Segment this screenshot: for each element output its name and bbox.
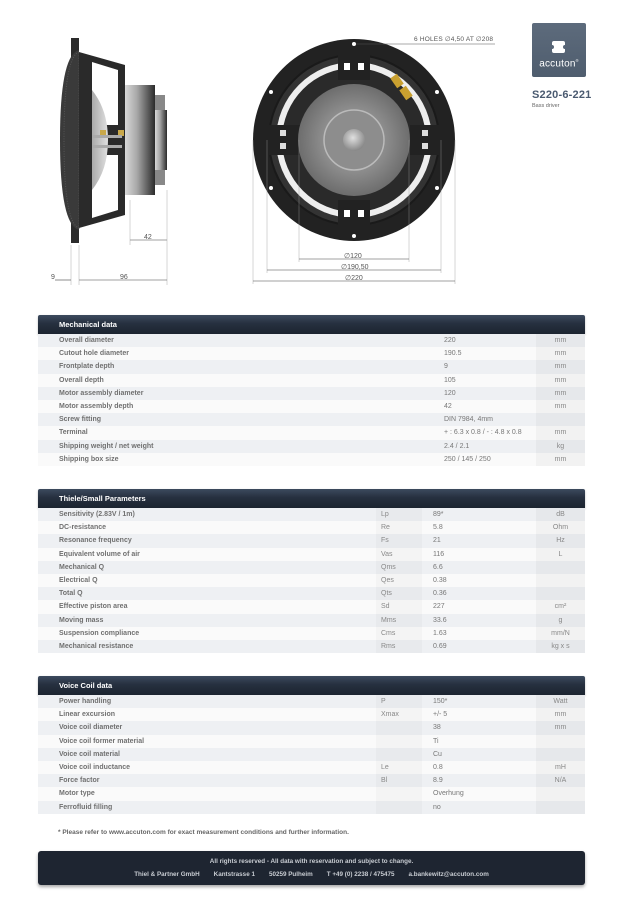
param-unit: mm	[536, 347, 585, 360]
param-value: no	[433, 803, 441, 811]
footer-city: 50259 Pulheim	[268, 871, 313, 878]
param-label: Sensitivity (2.83V / 1m)	[59, 511, 135, 518]
table-row	[38, 374, 585, 387]
param-unit: Watt	[536, 695, 585, 708]
param-value: 5.8	[433, 524, 443, 532]
param-value: 21	[433, 537, 441, 545]
param-symbol: P	[376, 695, 422, 708]
mechanical-data-table	[38, 315, 585, 466]
param-unit: cm²	[536, 600, 585, 613]
param-value: 9	[444, 363, 448, 371]
table-row	[38, 413, 585, 426]
param-value: 105	[444, 376, 456, 384]
param-label: Moving mass	[59, 616, 104, 624]
param-value: 250 / 145 / 250	[444, 455, 491, 463]
param-unit	[536, 801, 585, 814]
param-label: Power handling	[59, 698, 112, 705]
param-label: Shipping box size	[59, 455, 119, 463]
param-symbol: Re	[376, 521, 422, 534]
param-unit: kg x s	[536, 640, 585, 653]
param-unit: g	[536, 614, 585, 627]
table-row	[38, 735, 585, 748]
param-unit: L	[536, 548, 585, 561]
param-value: 38	[433, 724, 441, 732]
table-row	[38, 548, 585, 561]
param-symbol	[376, 735, 422, 748]
param-label: Ferrofluid filling	[59, 803, 113, 811]
side-view-drawing	[30, 30, 190, 290]
param-value: 150*	[433, 698, 448, 705]
table-row	[38, 400, 585, 413]
table-row	[38, 347, 585, 360]
param-unit: Ohm	[536, 521, 585, 534]
param-label: Total Q	[59, 590, 83, 598]
table-row	[38, 387, 585, 400]
param-symbol: Rms	[376, 640, 422, 653]
mechanical-rows	[38, 334, 585, 466]
param-symbol: Qms	[376, 561, 422, 574]
footnote: * Please refer to www.accuton.com for exact measurement conditions and further information.	[58, 829, 349, 836]
param-label: Overall depth	[59, 376, 104, 384]
table-row	[38, 440, 585, 453]
param-symbol	[376, 787, 422, 800]
table-row	[38, 761, 585, 774]
voice-coil-rows	[38, 695, 585, 814]
param-unit: mm	[536, 374, 585, 387]
front-view-drawing	[250, 30, 500, 290]
param-value: Overhung	[433, 790, 464, 798]
footer-phone: T +49 (0) 2238 / 475475	[326, 871, 395, 878]
param-unit	[536, 735, 585, 748]
param-label: Voice coil material	[59, 750, 120, 758]
param-label: DC-resistance	[59, 524, 107, 532]
param-symbol: Mms	[376, 614, 422, 627]
mounting-holes-note: 6 HOLES ∅4,50 AT ∅208	[414, 36, 494, 43]
param-label: Cutout hole diameter	[59, 350, 130, 358]
dim-overall-depth: 96	[120, 274, 128, 281]
param-symbol: Lp	[376, 508, 422, 521]
param-symbol: Vas	[376, 548, 422, 561]
model-type: Bass driver	[532, 103, 560, 109]
param-label: Force factor	[59, 777, 100, 785]
param-label: Mechanical resistance	[59, 642, 134, 650]
param-label: Overall diameter	[59, 337, 114, 344]
param-label: Motor assembly diameter	[59, 389, 144, 397]
table-row	[38, 521, 585, 534]
param-value: 6.6	[433, 563, 443, 571]
param-unit	[536, 574, 585, 587]
param-label: Resonance frequency	[59, 537, 132, 545]
table-row	[38, 787, 585, 800]
param-value: 120	[444, 389, 456, 397]
param-value: 8.9	[433, 777, 443, 785]
footer-contact	[38, 871, 585, 878]
param-symbol: Qes	[376, 574, 422, 587]
dim-motor-diameter: ∅120	[344, 253, 362, 260]
param-label: Shipping weight / net weight	[59, 442, 154, 450]
param-value: +/- 5	[433, 711, 448, 719]
param-value: 227	[433, 603, 445, 611]
param-label: Motor type	[59, 790, 95, 798]
param-symbol: Fs	[376, 534, 422, 547]
param-label: Motor assembly depth	[59, 402, 134, 410]
table-row	[38, 695, 585, 708]
param-label: Mechanical Q	[59, 563, 105, 571]
thiele-small-table	[38, 489, 585, 653]
table-row	[38, 334, 585, 347]
param-unit: mH	[536, 761, 585, 774]
technical-drawings	[0, 0, 618, 300]
param-symbol	[376, 721, 422, 734]
table-row	[38, 801, 585, 814]
param-symbol: Sd	[376, 600, 422, 613]
param-unit	[536, 587, 585, 600]
param-unit: mm	[536, 721, 585, 734]
param-unit: kg	[536, 440, 585, 453]
param-value: 42	[444, 402, 452, 410]
param-value: DIN 7984, 4mm	[444, 416, 494, 424]
table-row	[38, 748, 585, 761]
param-unit: mm/N	[536, 627, 585, 640]
param-unit	[536, 413, 585, 426]
param-label: Voice coil inductance	[59, 763, 131, 771]
dim-cutout-diameter: ∅190,50	[341, 264, 369, 271]
param-symbol	[376, 748, 422, 761]
table-row	[38, 508, 585, 521]
param-value: 0.69	[433, 642, 447, 650]
section-header: Thiele/Small Parameters	[38, 489, 585, 508]
table-row	[38, 587, 585, 600]
param-unit	[536, 787, 585, 800]
param-unit: mm	[536, 360, 585, 373]
table-row	[38, 360, 585, 373]
param-unit: mm	[536, 400, 585, 413]
param-label: Electrical Q	[59, 576, 98, 584]
param-value: 33.6	[433, 616, 447, 624]
logo-text: accuton®	[539, 58, 579, 70]
param-value: 2.4 / 2.1	[444, 442, 470, 450]
param-unit	[536, 748, 585, 761]
footer-disclaimer: All rights reserved - All data with reservation and subject to change.	[209, 858, 414, 865]
param-unit: mm	[536, 334, 585, 347]
param-symbol: Cms	[376, 627, 422, 640]
model-number: S220-6-221	[532, 89, 592, 101]
table-row	[38, 534, 585, 547]
table-row	[38, 774, 585, 787]
footer-email[interactable]: a.bankewitz@accuton.com	[408, 871, 489, 878]
table-row	[38, 561, 585, 574]
param-label: Voice coil former material	[59, 737, 145, 745]
param-label: Screw fitting	[59, 416, 102, 424]
table-row	[38, 600, 585, 613]
param-label: Voice coil diameter	[59, 724, 123, 732]
param-value: 0.36	[433, 590, 447, 598]
param-symbol	[376, 801, 422, 814]
param-value: + : 6.3 x 0.8 / - : 4.8 x 0.8	[444, 429, 522, 437]
footer-bar	[38, 851, 585, 885]
table-row	[38, 453, 585, 466]
logo-mark-icon	[552, 40, 565, 54]
section-header: Mechanical data	[38, 315, 585, 334]
param-label: Equivalent volume of air	[59, 550, 140, 558]
param-unit: dB	[536, 508, 585, 521]
table-row	[38, 614, 585, 627]
param-value: 89*	[433, 511, 444, 518]
table-row	[38, 708, 585, 721]
table-row	[38, 627, 585, 640]
accuton-logo	[532, 23, 586, 77]
footer-street: Kantstrasse 1	[213, 871, 255, 878]
table-row	[38, 574, 585, 587]
param-value: 0.8	[433, 763, 443, 771]
param-label: Effective piston area	[59, 603, 128, 611]
table-row	[38, 426, 585, 439]
table-row	[38, 721, 585, 734]
param-unit: mm	[536, 708, 585, 721]
param-symbol: Qts	[376, 587, 422, 600]
section-header: Voice Coil data	[38, 676, 585, 695]
voice-coil-table	[38, 676, 585, 814]
param-unit: mm	[536, 426, 585, 439]
param-value: Ti	[433, 737, 439, 745]
param-value: 0.38	[433, 576, 447, 584]
param-value: 1.63	[433, 629, 447, 637]
param-symbol: Bl	[376, 774, 422, 787]
param-unit: mm	[536, 453, 585, 466]
param-label: Frontplate depth	[59, 363, 115, 371]
param-symbol: Xmax	[376, 708, 422, 721]
table-row	[38, 640, 585, 653]
param-label: Terminal	[59, 429, 88, 437]
param-unit	[536, 561, 585, 574]
param-unit: N/A	[536, 774, 585, 787]
dim-overall-diameter: ∅220	[345, 275, 363, 282]
footer-company: Thiel & Partner GmbH	[134, 871, 200, 878]
thiele-small-rows	[38, 508, 585, 653]
param-label: Suspension compliance	[59, 629, 140, 637]
param-value: 220	[444, 337, 456, 344]
param-unit: Hz	[536, 534, 585, 547]
param-value: 116	[433, 550, 445, 558]
param-unit: mm	[536, 387, 585, 400]
param-label: Linear excursion	[59, 711, 116, 719]
dim-motor-depth: 42	[144, 234, 152, 241]
dim-frontplate-depth: 9	[51, 274, 55, 281]
param-value: Cu	[433, 750, 442, 758]
param-symbol: Le	[376, 761, 422, 774]
param-value: 190.5	[444, 350, 462, 358]
